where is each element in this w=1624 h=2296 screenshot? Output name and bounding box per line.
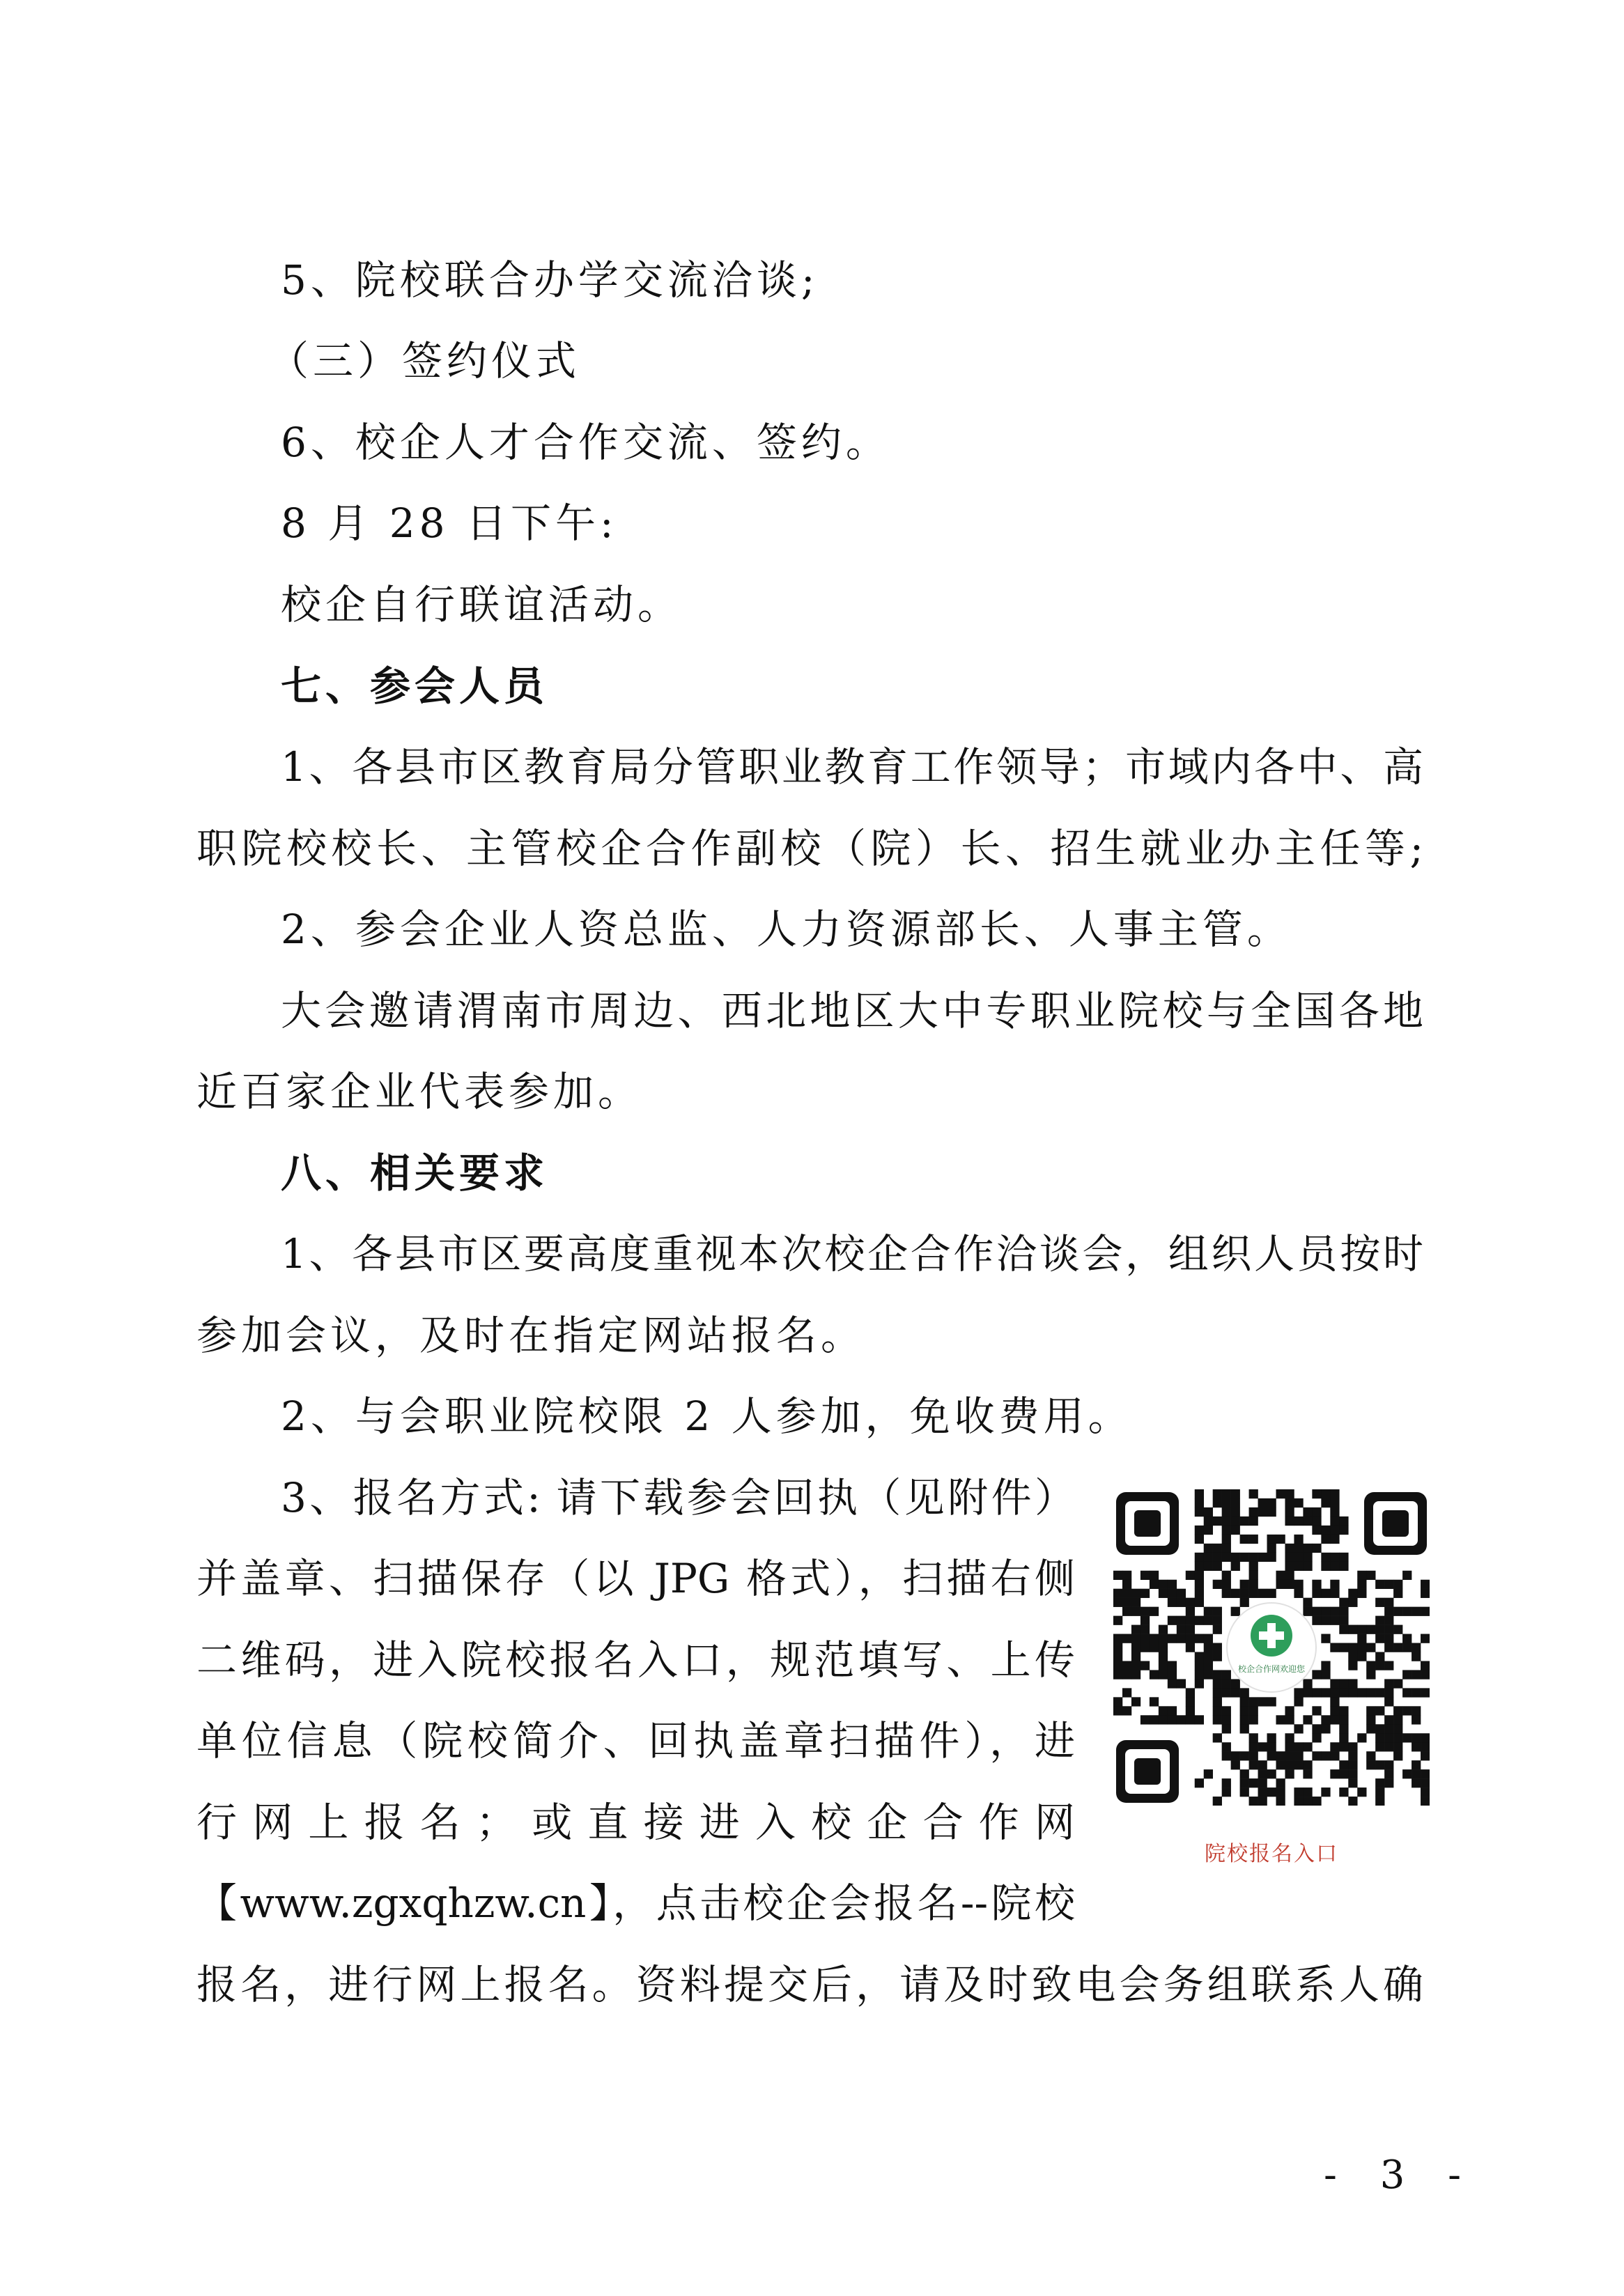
line-7: [0, 732, 1624, 802]
line-text: 5、院校联合办学交流洽谈;: [281, 256, 819, 304]
line-text: 七、参会人员: [281, 662, 549, 710]
line-9: [0, 894, 1624, 964]
line-text: 2、与会职业院校限 2 人参加，免收费用。: [281, 1393, 1133, 1440]
line-text: 单位信息（院校简介、回执盖章扫描件），进: [196, 1717, 1075, 1764]
line-text: 职院校校长、主管校企合作副校（院）长、招生就业办主任等;: [196, 825, 1423, 872]
line-text: 6、校企人才合作交流、签约。: [281, 419, 890, 466]
line-13: [0, 1219, 1624, 1289]
line-text: 大会邀请渭南市周边、西北地区大中专职业院校与全国各地: [281, 987, 1423, 1034]
qr-caption: 院校报名入口: [1205, 1842, 1338, 1866]
line-text: 1、各县市区要高度重视本次校企合作洽谈会，组织人员按时: [281, 1230, 1423, 1278]
qr-logo-text: 校企合作网欢迎您: [1237, 1664, 1306, 1674]
line-text: 并盖章、扫描保存（以 JPG 格式），扫描右侧: [196, 1555, 1075, 1602]
line-1: [0, 245, 1624, 315]
line-text: （三）签约仪式: [268, 337, 581, 385]
section-heading-7: [0, 651, 1624, 721]
line-8: [0, 814, 1624, 883]
line-3: [0, 408, 1624, 477]
line-text: 1、各县市区教育局分管职业教育工作领导；市域内各中、高: [281, 743, 1423, 791]
line-2: [0, 326, 1624, 396]
line-21: [0, 1868, 1624, 1938]
line-text: 近百家企业代表参加。: [196, 1068, 643, 1115]
line-text: 二维码，进入院校报名入口，规范填写、上传: [196, 1636, 1075, 1684]
line-text: 【www.zgxqhzw.cn】，点击校企会报名--院校: [196, 1879, 1075, 1927]
line-text: 参加会议，及时在指定网站报名。: [196, 1312, 866, 1359]
page-number: - 3 -: [1324, 2152, 1477, 2198]
line-10: [0, 976, 1624, 1046]
registration-qr-code[interactable]: [1113, 1489, 1430, 1806]
line-text: 八、相关要求: [281, 1149, 549, 1197]
line-14: [0, 1301, 1624, 1370]
line-11: [0, 1057, 1624, 1126]
line-text: 8 月 28 日下午:: [281, 499, 618, 547]
line-text: 校企自行联谊活动。: [281, 581, 683, 628]
line-text: 3、报名方式: 请下载参会回执（见附件）: [281, 1474, 1075, 1521]
section-heading-8: [0, 1138, 1624, 1208]
line-5: [0, 570, 1624, 639]
line-text: 行网上报名；或直接进入校企合作网: [196, 1799, 1075, 1846]
qr-code-graphic: [1113, 1489, 1430, 1806]
line-15: [0, 1381, 1624, 1451]
line-22: [0, 1950, 1624, 2019]
line-text: 2、参会企业人资总监、人力资源部长、人事主管。: [281, 906, 1292, 953]
line-text: 报名，进行网上报名。资料提交后，请及时致电会务组联系人确: [196, 1961, 1423, 2008]
line-4: [0, 488, 1624, 558]
